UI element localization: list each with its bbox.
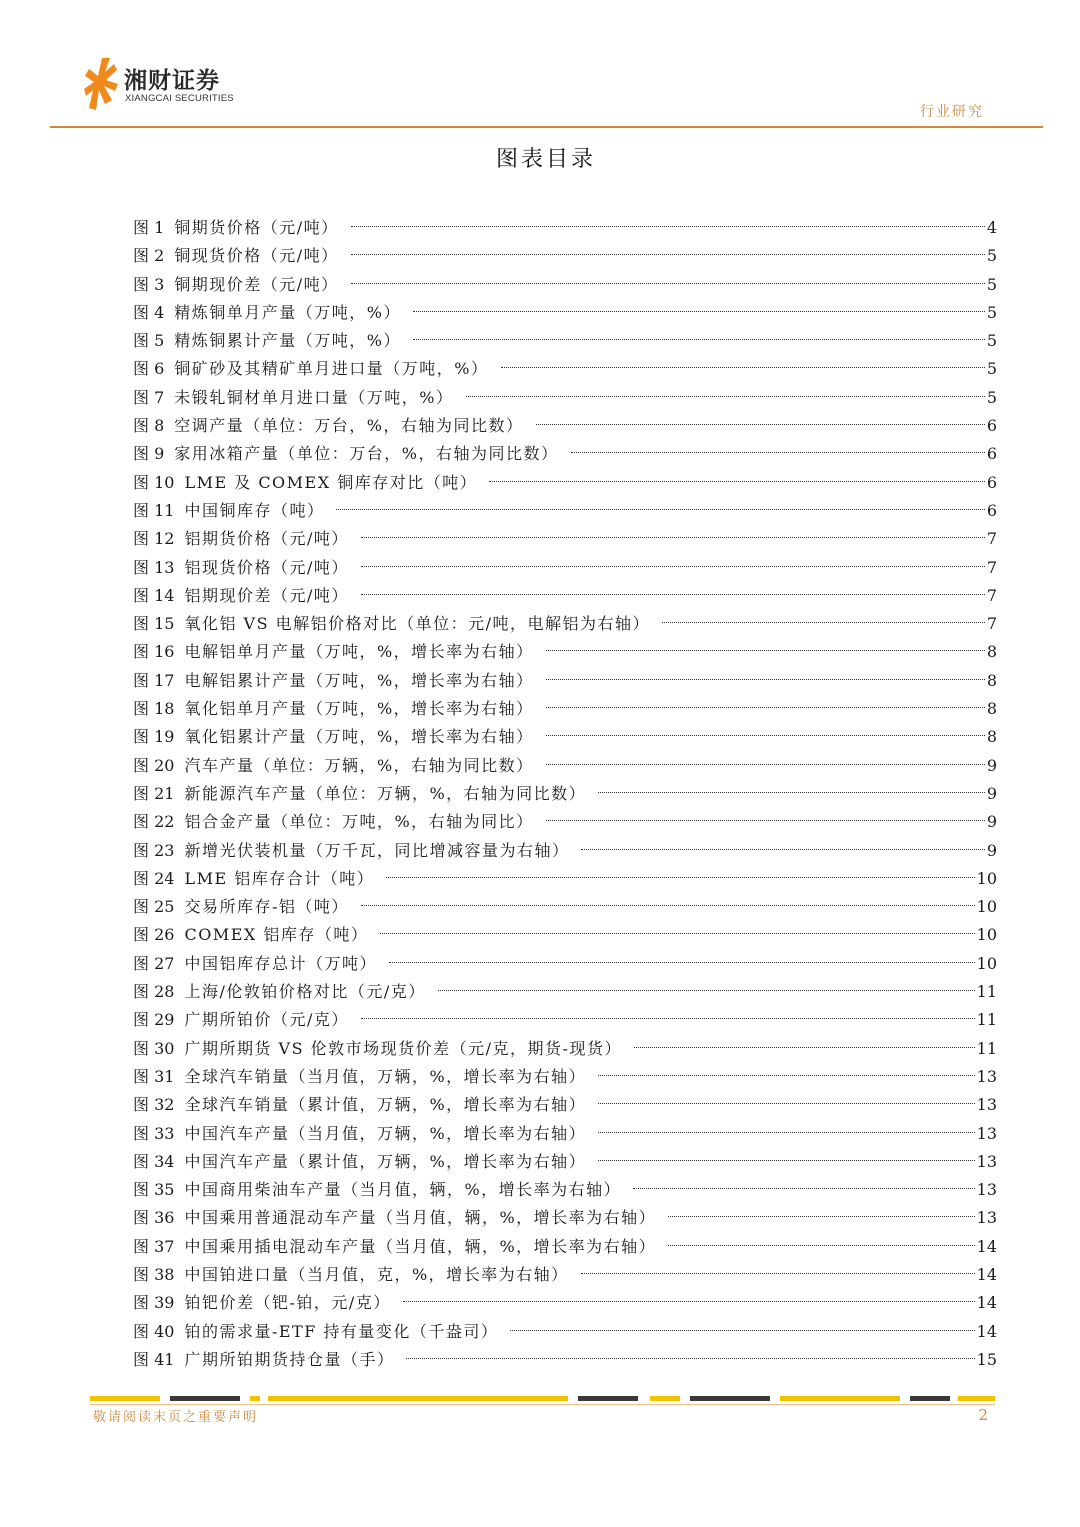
toc-entry[interactable]	[133, 638, 997, 666]
toc-page-number: 11	[976, 1010, 997, 1030]
toc-figure-number: 图 12	[133, 529, 175, 549]
toc-dot-leader	[351, 254, 985, 255]
toc-page-number: 6	[986, 472, 997, 492]
toc-figure-number: 图 8	[133, 416, 165, 436]
toc-entry[interactable]	[133, 1148, 997, 1176]
toc-entry[interactable]	[133, 355, 997, 383]
toc-dot-leader	[361, 594, 985, 595]
toc-page-number: 10	[976, 953, 997, 973]
toc-page-number: 6	[986, 444, 997, 464]
footer-stripe	[90, 1396, 995, 1402]
toc-figure-number: 图 25	[133, 897, 175, 917]
toc-entry[interactable]	[133, 893, 997, 921]
logo-mark-icon	[84, 56, 124, 118]
toc-entry[interactable]	[133, 299, 997, 327]
toc-dot-leader	[361, 566, 985, 567]
toc-dot-leader	[668, 1245, 974, 1246]
toc-entry[interactable]	[133, 384, 997, 412]
toc-figure-title: 精炼铜累计产量（万吨，%）	[174, 331, 401, 351]
toc-figure-number: 图 1	[133, 218, 165, 237]
toc-figure-number: 图 34	[133, 1151, 175, 1171]
toc-entry[interactable]	[133, 808, 997, 836]
toc-figure-number: 图 33	[133, 1123, 175, 1143]
toc-entry[interactable]	[133, 327, 997, 355]
toc-page-number: 15	[976, 1349, 997, 1369]
toc-entry[interactable]	[133, 723, 997, 751]
toc-dot-leader	[598, 1103, 974, 1104]
toc-figure-number: 图 2	[133, 246, 165, 266]
footer-stripe-segment	[650, 1396, 680, 1401]
toc-entry[interactable]	[133, 921, 997, 949]
toc-page-number: 11	[976, 1038, 997, 1058]
toc-page-number: 5	[986, 274, 997, 294]
toc-entry[interactable]	[133, 695, 997, 723]
toc-figure-number: 图 9	[133, 444, 165, 464]
toc-page-number: 14	[976, 1264, 997, 1284]
toc-entry[interactable]	[133, 752, 997, 780]
toc-page-number: 9	[986, 755, 997, 775]
toc-figure-title: 广期所期货 VS 伦敦市场现货价差（元/克，期货-现货）	[184, 1038, 622, 1058]
toc-figure-number: 图 3	[133, 274, 165, 294]
toc-entry[interactable]	[133, 554, 997, 582]
toc-figure-number: 图 21	[133, 783, 175, 803]
toc-figure-number: 图 28	[133, 982, 175, 1002]
toc-page-number: 8	[986, 727, 997, 747]
toc-figure-title: 铝期货价格（元/吨）	[184, 529, 349, 549]
toc-page-number: 4	[986, 218, 997, 237]
footer-stripe-segment	[958, 1396, 995, 1401]
toc-figure-title: 铜期现价差（元/吨）	[174, 274, 339, 294]
toc-page-number: 5	[986, 246, 997, 266]
toc-entry[interactable]	[133, 1176, 997, 1204]
toc-page-number: 8	[986, 670, 997, 690]
toc-figure-title: 汽车产量（单位：万辆，%，右轴为同比数）	[184, 755, 534, 775]
toc-dot-leader	[546, 679, 985, 680]
toc-entry[interactable]	[133, 610, 997, 638]
footer-stripe-segment	[170, 1396, 240, 1401]
toc-figure-number: 图 26	[133, 925, 175, 945]
toc-figure-title: 铜现货价格（元/吨）	[174, 246, 339, 266]
toc-entry[interactable]	[133, 865, 997, 893]
toc-page-number: 14	[976, 1236, 997, 1256]
toc-dot-leader	[546, 707, 985, 708]
toc-figure-number: 图 40	[133, 1321, 175, 1341]
toc-entry[interactable]	[133, 440, 997, 468]
toc-page-number: 10	[976, 897, 997, 917]
toc-dot-leader	[598, 792, 985, 793]
toc-dot-leader	[351, 226, 985, 227]
toc-dot-leader	[598, 1160, 974, 1161]
footer-stripe-segment	[690, 1396, 770, 1401]
toc-figure-title: 中国铜库存（吨）	[184, 500, 325, 520]
toc-figure-number: 图 22	[133, 812, 175, 832]
toc-figure-number: 图 23	[133, 840, 175, 860]
toc-entry[interactable]	[133, 271, 997, 299]
toc-dot-leader	[413, 339, 985, 340]
toc-page-number: 9	[986, 783, 997, 803]
toc-dot-leader	[406, 1358, 974, 1359]
toc-page-number: 5	[986, 387, 997, 407]
toc-dot-leader	[546, 820, 985, 821]
toc-figure-number: 图 38	[133, 1264, 175, 1284]
toc-page-number: 10	[976, 925, 997, 945]
toc-dot-leader	[536, 424, 985, 425]
toc-page-number: 5	[986, 359, 997, 379]
toc-entry[interactable]	[133, 1261, 997, 1289]
toc-dot-leader	[668, 1216, 974, 1217]
toc-figure-number: 图 27	[133, 953, 175, 973]
toc-entry[interactable]	[133, 214, 997, 242]
toc-figure-title: 未锻轧铜材单月进口量（万吨，%）	[174, 387, 454, 407]
toc-figure-title: 全球汽车销量（当月值，万辆，%，增长率为右轴）	[184, 1066, 587, 1086]
toc-figure-number: 图 39	[133, 1293, 175, 1313]
footer-stripe-segment	[578, 1396, 638, 1401]
footer-stripe-segment	[90, 1396, 160, 1401]
toc-figure-title: 中国汽车产量（累计值，万辆，%，增长率为右轴）	[184, 1151, 587, 1171]
toc-figure-title: 中国乘用普通混动车产量（当月值，辆，%，增长率为右轴）	[184, 1208, 657, 1228]
toc-figure-number: 图 18	[133, 699, 175, 719]
toc-figure-title: 铂钯价差（钯-铂，元/克）	[184, 1293, 391, 1313]
toc-dot-leader	[662, 622, 985, 623]
toc-dot-leader	[489, 481, 985, 482]
toc-entry[interactable]	[133, 1289, 997, 1317]
company-logo	[84, 56, 244, 118]
toc-figure-title: 铜期货价格（元/吨）	[174, 218, 339, 237]
toc-page-number: 5	[986, 331, 997, 351]
logo-chinese-name: 湘财证券	[124, 68, 220, 94]
toc-page-number: 13	[976, 1066, 997, 1086]
footer-stripe-segment	[780, 1396, 900, 1401]
toc-figure-title: 中国乘用插电混动车产量（当月值，辆，%，增长率为右轴）	[184, 1236, 657, 1256]
toc-entry[interactable]	[133, 1233, 997, 1261]
toc-entry[interactable]	[133, 1318, 997, 1346]
toc-figure-title: 空调产量（单位：万台，%，右轴为同比数）	[174, 416, 524, 436]
toc-page-number: 14	[976, 1321, 997, 1341]
toc-dot-leader	[581, 1273, 975, 1274]
toc-figure-number: 图 13	[133, 557, 175, 577]
toc-dot-leader	[413, 311, 985, 312]
toc-dot-leader	[336, 509, 984, 510]
toc-page-number: 9	[986, 812, 997, 832]
toc-figure-title: 全球汽车销量（累计值，万辆，%，增长率为右轴）	[184, 1095, 587, 1115]
toc-figure-number: 图 4	[133, 302, 165, 322]
toc-page-number: 8	[986, 642, 997, 662]
toc-figure-title: 精炼铜单月产量（万吨，%）	[174, 302, 401, 322]
toc-page-number: 13	[976, 1123, 997, 1143]
toc-dot-leader	[361, 1018, 975, 1019]
toc-figure-title: 新增光伏装机量（万千瓦，同比增减容量为右轴）	[184, 840, 570, 860]
toc-entry[interactable]	[133, 582, 997, 610]
toc-dot-leader	[598, 1132, 974, 1133]
toc-figure-title: 中国铝库存总计（万吨）	[184, 953, 377, 973]
toc-page-number: 14	[976, 1293, 997, 1313]
toc-figure-title: 中国商用柴油车产量（当月值，辆，%，增长率为右轴）	[184, 1180, 622, 1200]
toc-entry[interactable]	[133, 1091, 997, 1119]
toc-figure-number: 图 11	[133, 500, 175, 520]
toc-figure-title: 铝现货价格（元/吨）	[184, 557, 349, 577]
toc-page-number: 13	[976, 1180, 997, 1200]
toc-dot-leader	[546, 764, 985, 765]
toc-dot-leader	[361, 905, 975, 906]
toc-entry[interactable]	[133, 1063, 997, 1091]
toc-figure-title: 铝合金产量（单位：万吨，%，右轴为同比）	[184, 812, 534, 832]
toc-entry[interactable]	[133, 837, 997, 865]
toc-figure-number: 图 31	[133, 1066, 175, 1086]
toc-figure-number: 图 41	[133, 1349, 175, 1369]
toc-dot-leader	[510, 1330, 974, 1331]
toc-entry[interactable]	[133, 978, 997, 1006]
toc-dot-leader	[351, 283, 985, 284]
toc-figure-title: 广期所铂价（元/克）	[184, 1010, 349, 1030]
toc-page-number: 13	[976, 1095, 997, 1115]
section-label: 行业研究	[920, 104, 984, 120]
toc-dot-leader	[571, 452, 985, 453]
toc-entry[interactable]	[133, 525, 997, 553]
toc-entry[interactable]	[133, 412, 997, 440]
toc-entry[interactable]	[133, 1120, 997, 1148]
toc-entry[interactable]	[133, 667, 997, 695]
toc-figure-number: 图 35	[133, 1180, 175, 1200]
toc-figure-number: 图 30	[133, 1038, 175, 1058]
disclaimer-note: 敬请阅读末页之重要声明	[93, 1410, 259, 1425]
toc-figure-number: 图 32	[133, 1095, 175, 1115]
toc-page-number: 5	[986, 302, 997, 322]
toc-page-number: 11	[976, 982, 997, 1002]
toc-figure-title: 中国汽车产量（当月值，万辆，%，增长率为右轴）	[184, 1123, 587, 1143]
toc-page-number: 9	[986, 840, 997, 860]
toc-figure-number: 图 29	[133, 1010, 175, 1030]
toc-figure-title: 氧化铝累计产量（万吨，%，增长率为右轴）	[184, 727, 534, 747]
toc-page-number: 7	[986, 585, 997, 605]
toc-dot-leader	[633, 1188, 974, 1189]
logo-english-name: XIANGCAI SECURITIES	[125, 93, 234, 104]
page-title: 图表目录	[495, 147, 596, 172]
toc-dot-leader	[466, 396, 985, 397]
toc-page-number: 13	[976, 1208, 997, 1228]
toc-figure-title: 铝期现价差（元/吨）	[184, 585, 349, 605]
toc-figure-number: 图 20	[133, 755, 175, 775]
toc-dot-leader	[546, 650, 985, 651]
toc-page-number: 7	[986, 557, 997, 577]
toc-dot-leader	[598, 1075, 974, 1076]
toc-dot-leader	[546, 735, 985, 736]
toc-figure-number: 图 10	[133, 472, 175, 492]
toc-figure-number: 图 5	[133, 331, 165, 351]
page-number: 2	[978, 1406, 988, 1424]
toc-dot-leader	[403, 1301, 975, 1302]
toc-entry[interactable]	[133, 950, 997, 978]
toc-page-number: 13	[976, 1151, 997, 1171]
toc-figure-title: 新能源汽车产量（单位：万辆，%，右轴为同比数）	[184, 783, 587, 803]
toc-figure-title: 氧化铝 VS 电解铝价格对比（单位：元/吨，电解铝为右轴）	[184, 614, 651, 634]
table-of-figures	[133, 214, 997, 1374]
toc-entry[interactable]	[133, 497, 997, 525]
toc-dot-leader	[501, 367, 985, 368]
toc-figure-number: 图 16	[133, 642, 175, 662]
toc-figure-title: LME 及 COMEX 铜库存对比（吨）	[184, 472, 478, 492]
toc-figure-number: 图 24	[133, 868, 175, 888]
toc-figure-number: 图 7	[133, 387, 165, 407]
toc-page-number: 7	[986, 614, 997, 634]
toc-entry[interactable]	[133, 469, 997, 497]
toc-figure-title: LME 铝库存合计（吨）	[184, 868, 375, 888]
toc-dot-leader	[634, 1047, 975, 1048]
toc-dot-leader	[380, 933, 974, 934]
toc-page-number: 6	[986, 416, 997, 436]
toc-page-number: 7	[986, 529, 997, 549]
toc-figure-number: 图 14	[133, 585, 175, 605]
toc-figure-title: COMEX 铝库存（吨）	[184, 925, 369, 945]
toc-figure-title: 交易所库存-铝（吨）	[184, 897, 349, 917]
toc-entry[interactable]	[133, 780, 997, 808]
toc-figure-title: 铂的需求量-ETF 持有量变化（千盎司）	[184, 1321, 499, 1341]
footer-stripe-segment	[250, 1396, 260, 1401]
footer-stripe-segment	[268, 1396, 568, 1401]
toc-figure-title: 电解铝累计产量（万吨，%，增长率为右轴）	[184, 670, 534, 690]
toc-dot-leader	[386, 877, 974, 878]
header-divider	[50, 126, 1043, 128]
toc-dot-leader	[389, 962, 975, 963]
footer-stripe-segment	[910, 1396, 950, 1401]
footer-divider	[90, 1404, 995, 1405]
toc-figure-title: 铜矿砂及其精矿单月进口量（万吨，%）	[174, 359, 489, 379]
toc-figure-title: 电解铝单月产量（万吨，%，增长率为右轴）	[184, 642, 534, 662]
toc-page-number: 10	[976, 868, 997, 888]
toc-figure-title: 氧化铝单月产量（万吨，%，增长率为右轴）	[184, 699, 534, 719]
toc-figure-title: 家用冰箱产量（单位：万台，%，右轴为同比数）	[174, 444, 559, 464]
toc-figure-number: 图 36	[133, 1208, 175, 1228]
toc-figure-title: 广期所铂期货持仓量（手）	[184, 1349, 395, 1369]
toc-figure-number: 图 15	[133, 614, 175, 634]
toc-entry[interactable]	[133, 1346, 997, 1374]
toc-figure-number: 图 19	[133, 727, 175, 747]
toc-entry[interactable]	[133, 242, 997, 270]
toc-figure-number: 图 37	[133, 1236, 175, 1256]
toc-dot-leader	[438, 990, 975, 991]
toc-dot-leader	[361, 537, 985, 538]
toc-entry[interactable]	[133, 1006, 997, 1034]
toc-page-number: 6	[986, 500, 997, 520]
toc-figure-number: 图 6	[133, 359, 165, 379]
toc-entry[interactable]	[133, 1204, 997, 1232]
toc-figure-title: 上海/伦敦铂价格对比（元/克）	[184, 982, 426, 1002]
toc-page-number: 8	[986, 699, 997, 719]
toc-figure-title: 中国铂进口量（当月值，克，%，增长率为右轴）	[184, 1264, 569, 1284]
toc-figure-number: 图 17	[133, 670, 175, 690]
toc-entry[interactable]	[133, 1035, 997, 1063]
toc-dot-leader	[581, 849, 984, 850]
